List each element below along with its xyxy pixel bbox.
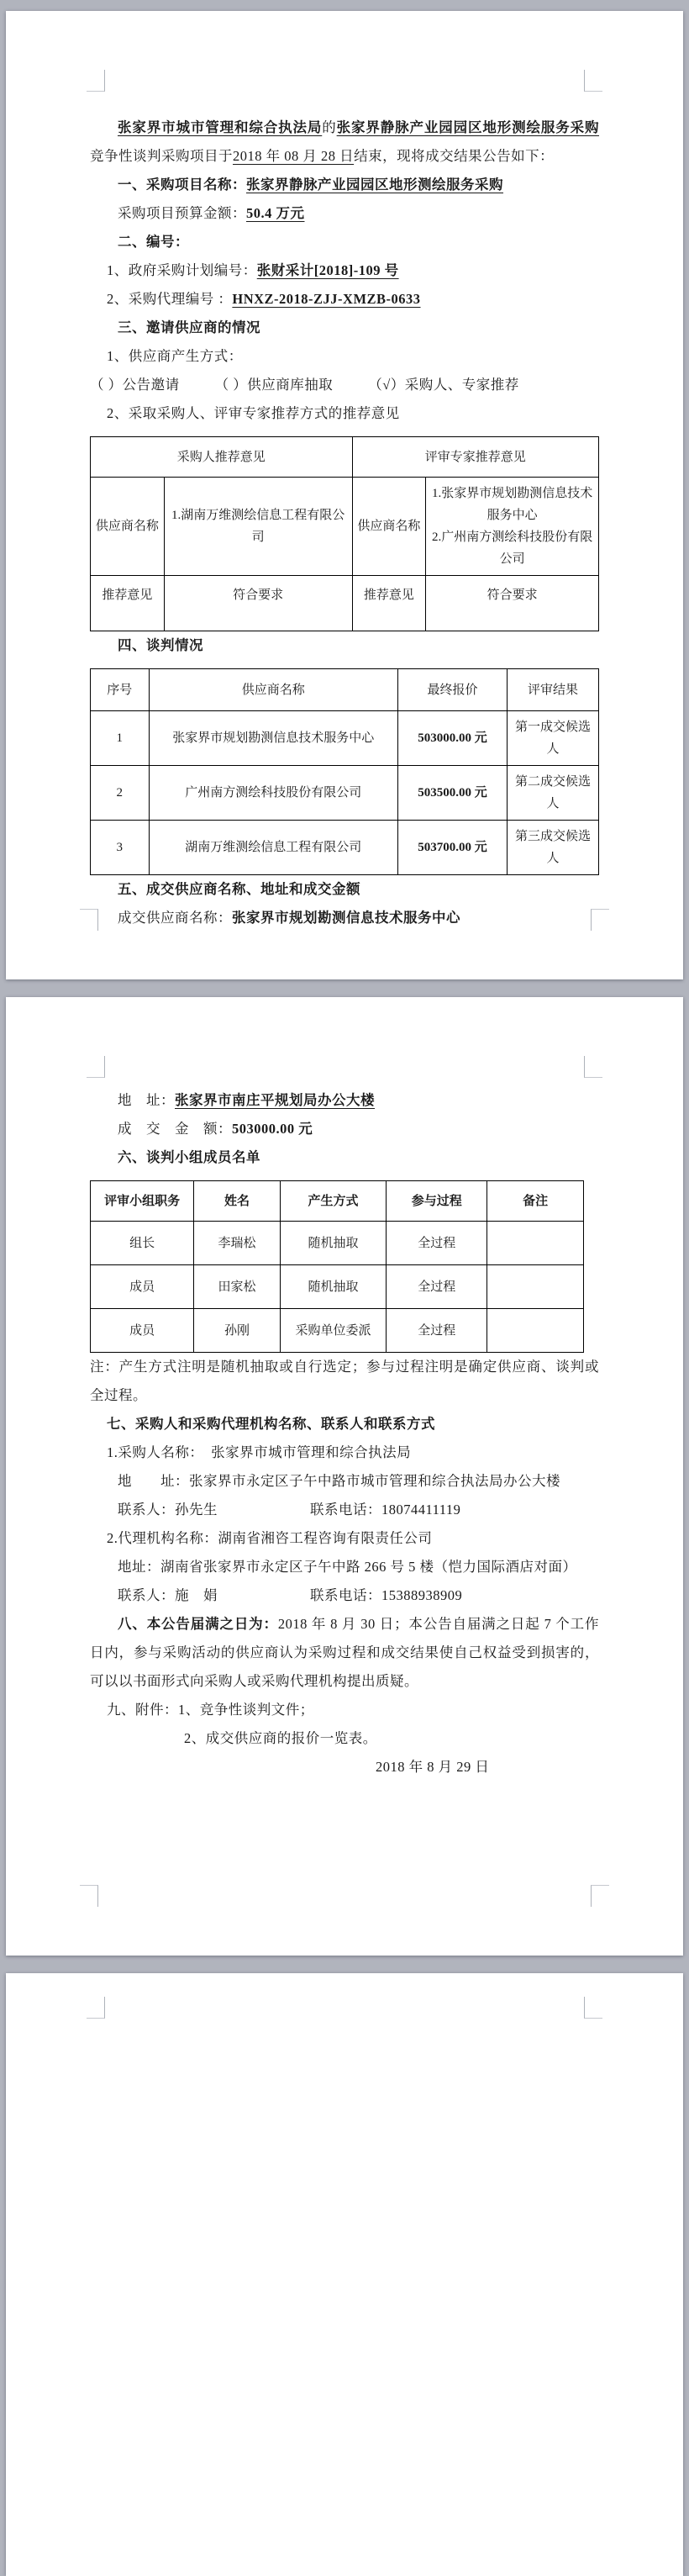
buyer-recommend-header: 采购人推荐意见 [91, 437, 353, 478]
agency-contact-person: 联系人：施 娟 [118, 1587, 218, 1603]
opinion-label: 推荐意见 [91, 576, 165, 631]
cell-index: 3 [91, 821, 150, 875]
page-1-content [6, 11, 683, 932]
cell-role: 成员 [91, 1265, 194, 1309]
negotiation-result-table [90, 668, 599, 875]
table-header-row [91, 1181, 584, 1222]
cell-price: 503000.00 元 [398, 711, 508, 766]
buyer-name: 张家界市城市管理和综合执法局 [118, 119, 323, 135]
margin-mark-top-right-icon [584, 1997, 602, 2019]
table-header-row [91, 669, 599, 711]
section-2-heading: 二、编号： [118, 234, 189, 250]
budget-label: 采购项目预算金额： [118, 205, 246, 221]
section-4-heading: 四、谈判情况 [118, 637, 203, 653]
buyer-contact-phone: 联系电话：18074411119 [310, 1502, 461, 1518]
section-3-heading: 三、邀请供应商的情况 [118, 319, 260, 335]
page-1 [6, 11, 683, 979]
attachment-line-2: 2、成交供应商的报价一览表。 [184, 1730, 377, 1746]
agency-contact-phone: 联系电话：15388938909 [310, 1587, 463, 1603]
margin-mark-bottom-left-icon [80, 909, 98, 931]
cell-process: 全过程 [387, 1222, 487, 1265]
cell-role: 组长 [91, 1222, 194, 1265]
buyer-address-line: 地 址：张家界市永定区子午中路市城市管理和综合执法局办公大楼 [118, 1473, 560, 1489]
supplier-name-label: 供应商名称 [91, 478, 165, 576]
col-header-remark: 备注 [487, 1181, 583, 1222]
table-row [91, 766, 599, 821]
col-header-index: 序号 [91, 669, 150, 711]
cell-result: 第三成交候选人 [508, 821, 599, 875]
col-header-process: 参与过程 [387, 1181, 487, 1222]
cell-name: 田家松 [194, 1265, 281, 1309]
cell-remark [487, 1309, 583, 1353]
margin-mark-top-left-icon [87, 70, 105, 92]
winner-line [90, 904, 599, 932]
supplier-name-label: 供应商名称 [352, 478, 426, 576]
page-3 [6, 1973, 683, 2576]
margin-mark-top-left-icon [87, 1056, 105, 1078]
cell-remark [487, 1222, 583, 1265]
project-name: 张家界静脉产业园园区地形测绘服务采购 [336, 119, 599, 135]
option-public-invite: （ ）公告邀请 [90, 377, 180, 393]
section-8-paragraph [90, 1610, 599, 1696]
budget-value: 50.4 万元 [246, 205, 305, 221]
section-1-project-name: 张家界静脉产业园园区地形测绘服务采购 [246, 177, 503, 193]
cell-method: 随机抽取 [280, 1222, 386, 1265]
cell-name: 李瑞松 [194, 1222, 281, 1265]
page-2 [6, 997, 683, 1956]
expert-recommend-header: 评审专家推荐意见 [352, 437, 598, 478]
deal-amount-value: 503000.00 元 [232, 1121, 313, 1137]
intro-middle: 竞争性谈判采购项目于 [90, 148, 233, 164]
plan-number-label: 1、政府采购计划编号： [107, 262, 257, 278]
margin-mark-bottom-right-icon [591, 909, 609, 931]
winner-address-value: 张家界市南庄平规划局办公大楼 [175, 1092, 375, 1108]
deal-amount-line [90, 1115, 599, 1143]
cell-role: 成员 [91, 1309, 194, 1353]
table-row [91, 576, 599, 631]
col-header-name: 姓名 [194, 1181, 281, 1222]
cell-supplier: 广州南方测绘科技股份有限公司 [149, 766, 397, 821]
col-header-price: 最终报价 [398, 669, 508, 711]
deal-amount-label: 成 交 金 额： [118, 1121, 232, 1137]
table-row [91, 821, 599, 875]
agency-address-line: 地址：湖南省张家界市永定区子午中路 266 号 5 楼（恺力国际酒店对面） [118, 1559, 577, 1575]
buyer-recommended-supplier: 1.湖南万维测绘信息工程有限公司 [164, 478, 352, 576]
margin-mark-top-right-icon [584, 70, 602, 92]
section-8-body: 2018 年 8 月 30 日；本公告自届满之日起 7 个工作日内，参与采购活动的供应商认为采购过程和成交结果使自己权益受到损害的，可以以书面形式向采购人或采购代理机构提出质疑。 [90, 1616, 600, 1689]
table-row [91, 1309, 584, 1353]
page-2-content [6, 997, 683, 1782]
intro-particle: 的 [322, 119, 337, 135]
winner-value: 张家界市规划勘测信息技术服务中心 [232, 910, 460, 926]
buyer-name-line: 1.采购人名称： 张家界市城市管理和综合执法局 [107, 1444, 412, 1460]
winner-label: 成交供应商名称： [118, 910, 232, 926]
expert-opinion-value: 符合要求 [426, 576, 599, 631]
section-7-heading: 七、采购人和采购代理机构名称、联系人和联系方式 [107, 1416, 435, 1432]
option-recommend-checked: （√）采购人、专家推荐 [368, 377, 519, 393]
buyer-contact-line [90, 1496, 599, 1524]
cell-process: 全过程 [387, 1265, 487, 1309]
supplier-method-line: 1、供应商产生方式： [107, 348, 243, 364]
table-row [91, 437, 599, 478]
winner-address-line [90, 1086, 599, 1115]
cell-method: 随机抽取 [280, 1265, 386, 1309]
cell-price: 503700.00 元 [398, 821, 508, 875]
col-header-role: 评审小组职务 [91, 1181, 194, 1222]
cell-result: 第二成交候选人 [508, 766, 599, 821]
margin-mark-top-left-icon [87, 1997, 105, 2019]
cell-method: 采购单位委派 [280, 1309, 386, 1353]
cell-index: 1 [91, 711, 150, 766]
cell-process: 全过程 [387, 1309, 487, 1353]
table-row [91, 1222, 584, 1265]
margin-mark-top-right-icon [584, 1056, 602, 1078]
expert-supplier-1: 1.张家界市规划勘测信息技术服务中心 [432, 487, 593, 522]
intro-paragraph [90, 113, 599, 171]
section-8-heading: 八、本公告届满之日为： [118, 1616, 278, 1632]
margin-mark-bottom-left-icon [80, 1885, 98, 1907]
section-5-heading: 五、成交供应商名称、地址和成交金额 [118, 881, 360, 897]
table-row [91, 478, 599, 576]
budget-line [90, 199, 599, 228]
col-header-supplier: 供应商名称 [149, 669, 397, 711]
cell-price: 503500.00 元 [398, 766, 508, 821]
attachment-line-1: 九、附件：1、竞争性谈判文件； [107, 1702, 314, 1718]
section-1-label: 一、采购项目名称： [118, 177, 246, 193]
expert-recommended-suppliers [426, 478, 599, 576]
agency-number-label: 2、采购代理编号 ： [107, 291, 233, 307]
cell-supplier: 张家界市规划勘测信息技术服务中心 [149, 711, 397, 766]
table-note: 注：产生方式注明是随机抽取或自行选定；参与过程注明是确定供应商、谈判或全过程。 [90, 1359, 599, 1403]
announcement-date: 2018 年 8 月 29 日 [376, 1759, 490, 1775]
recommendation-table [90, 436, 599, 631]
table-row [91, 1265, 584, 1309]
cell-remark [487, 1265, 583, 1309]
plan-number-value: 张财采计[2018]-109 号 [256, 262, 399, 278]
opinion-label: 推荐意见 [352, 576, 426, 631]
buyer-opinion-value: 符合要求 [164, 576, 352, 631]
agency-number-line [90, 285, 599, 314]
panel-member-table [90, 1180, 584, 1353]
buyer-contact-person: 联系人：孙先生 [118, 1502, 218, 1518]
agency-name-line: 2.代理机构名称：湖南省湘咨工程咨询有限责任公司 [107, 1530, 433, 1546]
table-row [91, 711, 599, 766]
expert-supplier-2: 2.广州南方测绘科技股份有限公司 [432, 531, 593, 566]
intro-ending: 结束，现将成交结果公告如下： [354, 148, 555, 164]
margin-mark-bottom-right-icon [591, 1885, 609, 1907]
close-date: 2018 年 08 月 28 日 [233, 148, 355, 164]
recommend-intro-line: 2、采取采购人、评审专家推荐方式的推荐意见 [107, 405, 400, 421]
option-pool-draw: （ ）供应商库抽取 [214, 377, 334, 393]
cell-supplier: 湖南万维测绘信息工程有限公司 [149, 821, 397, 875]
winner-address-label: 地 址： [118, 1092, 175, 1108]
section-6-heading: 六、谈判小组成员名单 [118, 1149, 260, 1165]
col-header-method: 产生方式 [280, 1181, 386, 1222]
cell-result: 第一成交候选人 [508, 711, 599, 766]
agency-number-value: HNXZ-2018-ZJJ-XMZB-0633 [232, 291, 421, 307]
agency-contact-line [90, 1581, 599, 1610]
section-1-heading [90, 171, 599, 199]
supplier-method-options [90, 371, 599, 399]
plan-number-line [90, 256, 599, 285]
col-header-result: 评审结果 [508, 669, 599, 711]
cell-name: 孙刚 [194, 1309, 281, 1353]
cell-index: 2 [91, 766, 150, 821]
